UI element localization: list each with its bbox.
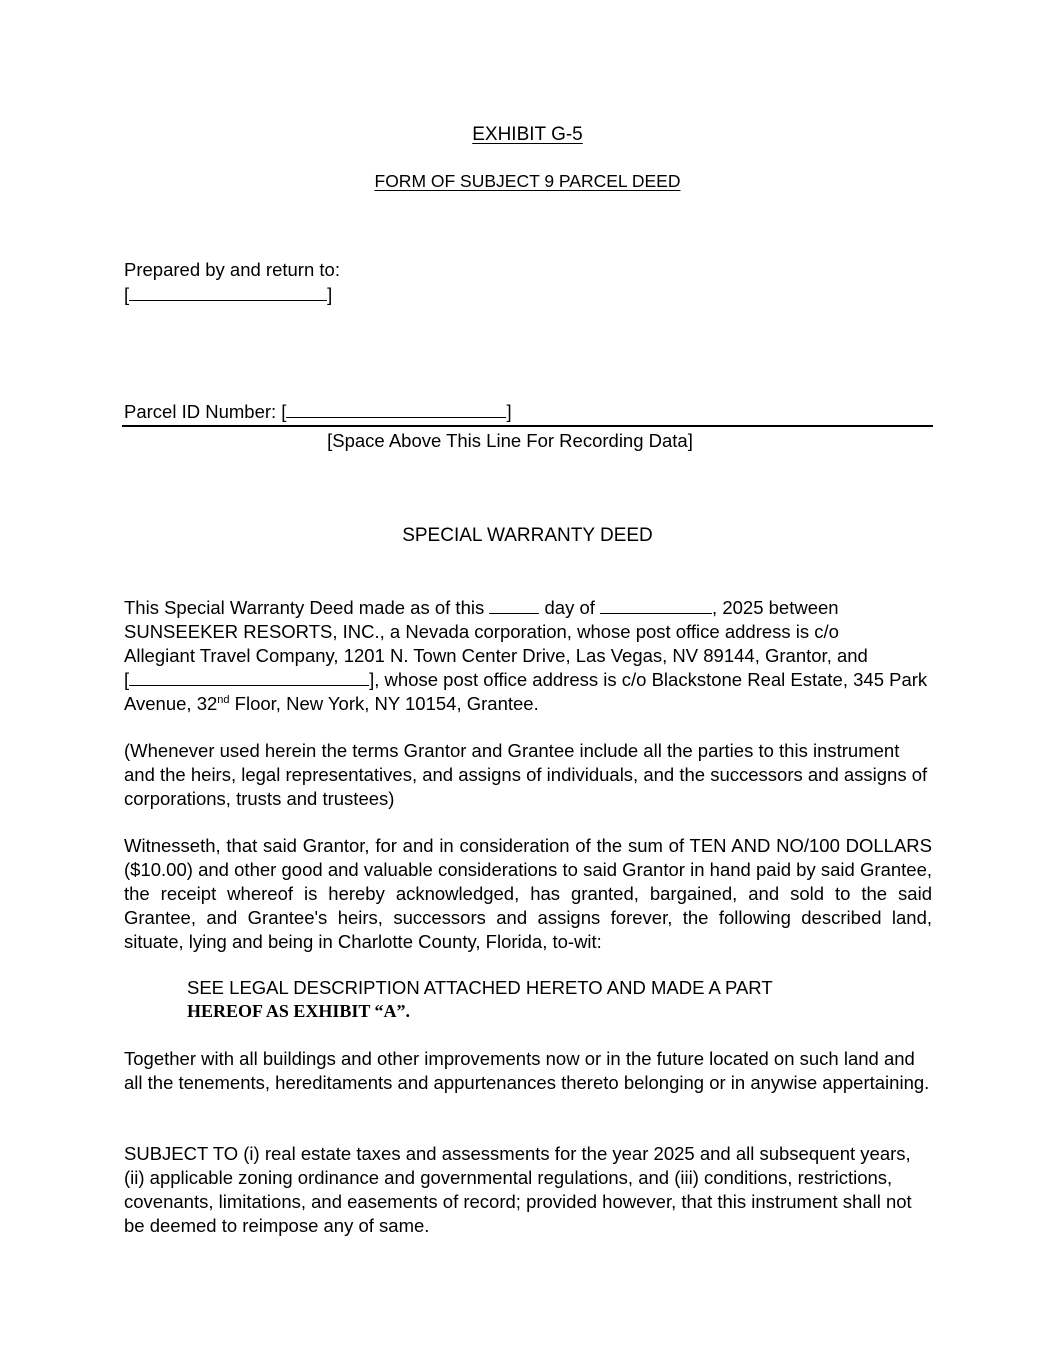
together-paragraph: Together with all buildings and other improvements now or in the future located on such land and all the tenements, hereditaments and appurtenances thereto belonging or in anywise appertaining. [124,1048,930,1093]
grantee-blank [129,669,369,686]
definitions-paragraph: (Whenever used herein the terms Grantor and Grantee include all the parties to this instrument and the heirs, legal representatives, and assigns of individuals, and the successors and assigns of corporations, trusts and trustees) [124,740,928,809]
prepared-by-blank [124,283,932,307]
recording-divider [122,425,933,427]
day-blank [489,597,539,614]
subject-to-paragraph: SUBJECT TO (i) real estate taxes and assessments for the year 2025 and all subsequent years, (ii) applicable zoning ordinance and governmental regulations, and (iii) conditions, restrictions, covenants, limitations, and easements of record; provided however, that this instrument shall not be deemed to reimpose any of same. [124,1143,912,1236]
exhibit-title: EXHIBIT G-5 [472,124,583,145]
close-bracket: ] [327,284,333,305]
intro-line-1: This Special Warranty Deed made as of this day of , 2025 between [124,597,839,618]
parcel-id-label: Parcel ID Number: [ [124,401,287,422]
legal-description-line-2: HEREOF AS EXHIBIT “A”. [187,1001,411,1021]
parcel-close-bracket: ] [506,401,512,422]
form-title: FORM OF SUBJECT 9 PARCEL DEED [374,171,681,191]
prepared-by-label: Prepared by and return to: [124,259,340,280]
prepared-by-line [129,284,327,301]
month-blank [600,597,712,614]
witnesseth-paragraph: Witnesseth, that said Grantor, for and in consideration of the sum of TEN AND NO/100 DOLLARS ($10.00) and other good and valuable considerations to said Grantor in hand paid by said Grantee, the receipt whereof is hereby acknowledged, has granted, bargained, and sold to the said Grantee, and Grantee's heirs, successors and assigns forever, the following described land, situate, lying and being in Charlotte County, Florida, to-wit: [124,835,932,952]
deed-title: SPECIAL WARRANTY DEED [402,525,653,546]
open-bracket: [ [124,284,130,305]
intro-line-5: Avenue, 32nd Floor, New York, NY 10154, Grantee. [124,693,539,714]
recording-note: [Space Above This Line For Recording Data] [327,430,693,451]
parcel-id-blank [286,401,506,418]
intro-line-3: Allegiant Travel Company, 1201 N. Town Center Drive, Las Vegas, NV 89144, Grantor, and [124,645,868,666]
intro-line-4: [ ], whose post office address is c/o Blackstone Real Estate, 345 Park [124,669,928,690]
legal-description-line-1: SEE LEGAL DESCRIPTION ATTACHED HERETO AND MADE A PART [187,977,773,998]
intro-line-2: SUNSEEKER RESORTS, INC., a Nevada corporation, whose post office address is c/o [124,621,839,642]
intro-paragraph [124,596,932,716]
parcel-id-line [124,400,932,424]
